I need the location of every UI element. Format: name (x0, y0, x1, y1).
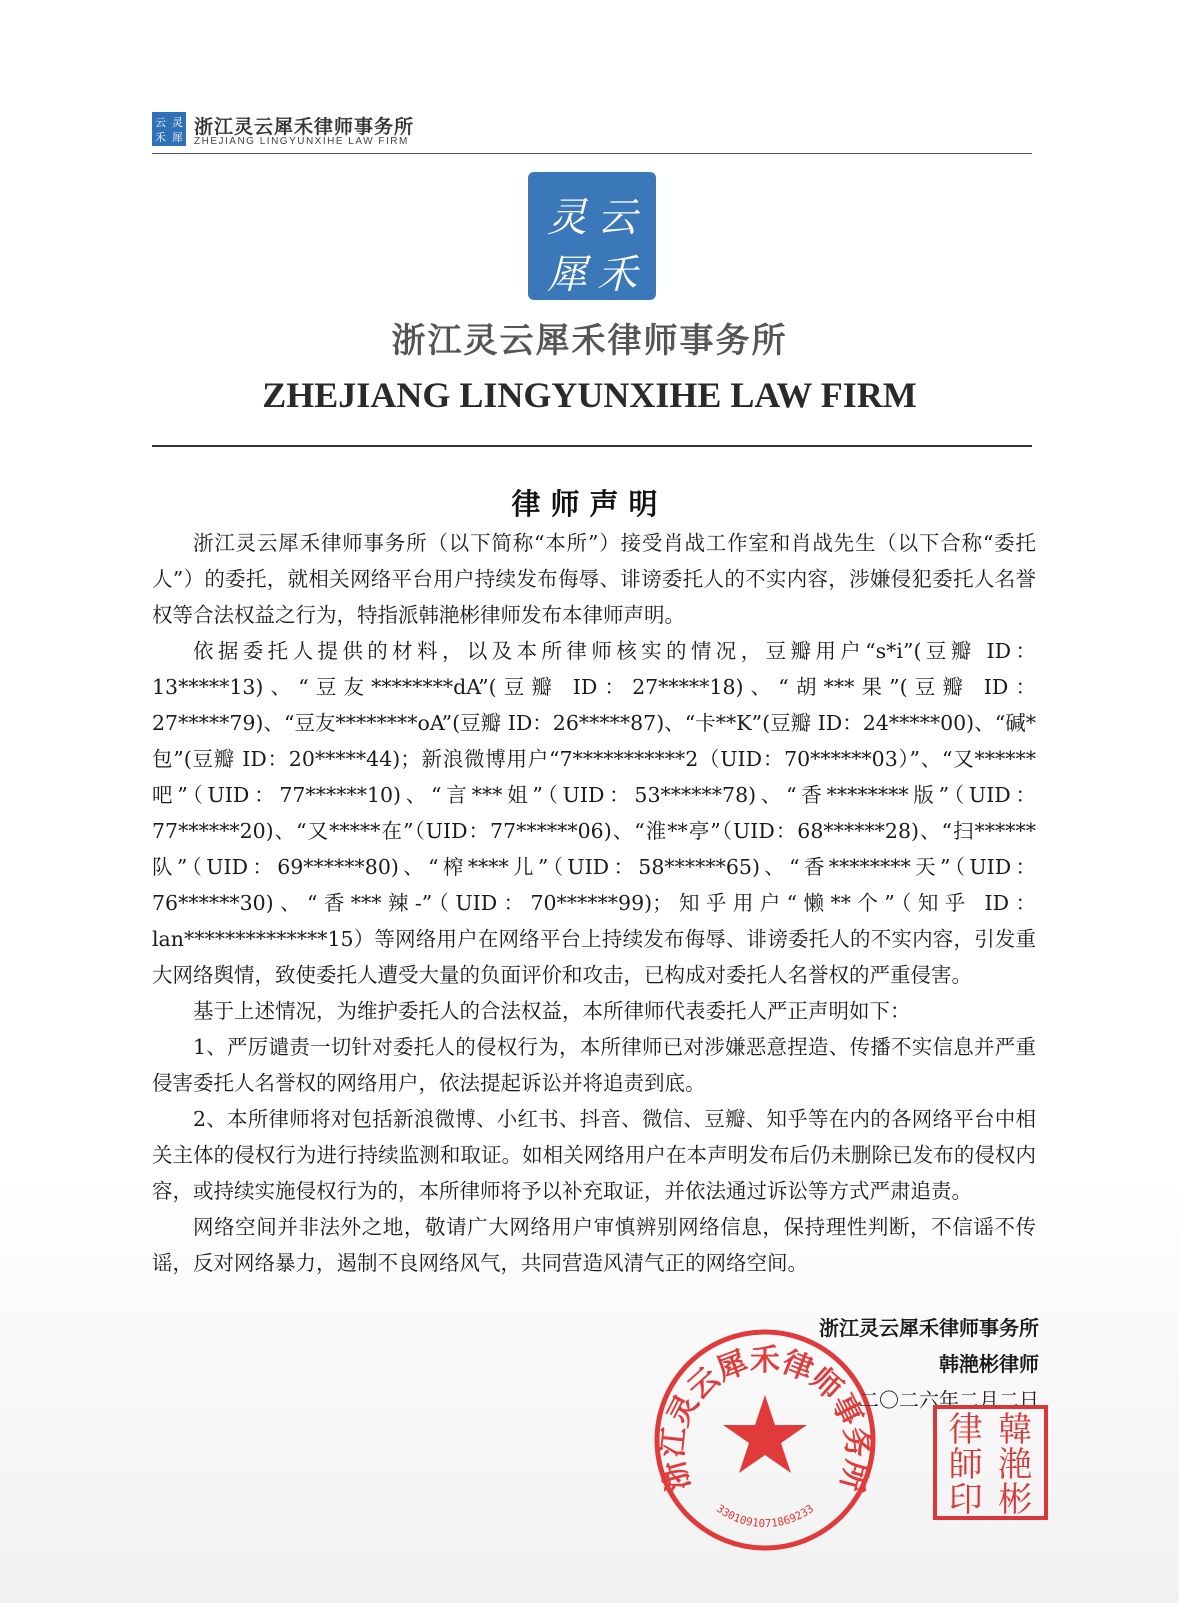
paragraph: 2、本所律师将对包括新浪微博、小红书、抖音、微信、豆瓣、知乎等在内的各网络平台中相关主体的侵权行为进行持续监测和取证。如相关网络用户在本声明发布后仍未删除已发布的侵权内容，或持续实施侵权行为的，本所律师将予以补充取证，并依法通过诉讼等方式严肃追责。 (152, 1107, 1036, 1203)
firm-title-cn: 浙江灵云犀禾律师事务所 (391, 321, 788, 361)
stamp-char: 律 (948, 1410, 983, 1450)
seal-star-icon (723, 1395, 807, 1473)
logo-char: 灵 (547, 195, 587, 241)
paragraph: 网络空间并非法外之地，敬请广大网络用户审慎辨别网络信息，保持理性判断，不信谣不传谣，反对网络暴力，遏制不良网络风气，共同营造风清气正的网络空间。 (152, 1215, 1036, 1275)
stamp-char: 韓 (998, 1410, 1033, 1450)
paragraph: 浙江灵云犀禾律师事务所（以下简称“本所”）接受肖战工作室和肖战先生（以下合称“委托人”）的委托，就相关网络平台用户持续发布侮辱、诽谤委托人的不实内容，涉嫌侵犯委托人名誉权等合法权益之行为，特指派韩滟彬律师发布本律师声明。 (152, 531, 1036, 627)
stamp-char: 師 (948, 1445, 983, 1485)
logo-char: 禾 (597, 252, 637, 298)
paragraph: 基于上述情况，为维护委托人的合法权益，本所律师代表委托人严正声明如下： (193, 999, 911, 1023)
letterhead (152, 112, 1032, 150)
stamp-char: 彬 (998, 1480, 1033, 1520)
stamp-char: 滟 (998, 1445, 1033, 1485)
letterhead-logo (152, 112, 186, 146)
header-divider (152, 153, 1032, 154)
signature-date: 二〇二六年二月二日 (859, 1388, 1039, 1412)
title-divider (152, 445, 1032, 447)
letterhead-firm-name: 浙江灵云犀禾律师事务所 (194, 116, 415, 138)
stamp-char: 印 (948, 1480, 983, 1520)
seal-number: 3301091071869233 (713, 1501, 817, 1531)
logo-char: 禾 (155, 131, 166, 144)
signature-firm: 浙江灵云犀禾律师事务所 (819, 1316, 1039, 1340)
document-body (152, 525, 1036, 1281)
document-heading: 律师声明 (511, 487, 668, 521)
logo-char: 犀 (547, 252, 587, 298)
letterhead-firm-name-en: ZHEJIANG LINGYUNXIHE LAW FIRM (194, 136, 409, 147)
signature-block (819, 1310, 1039, 1418)
paragraph: 1、严厉谴责一切针对委托人的侵权行为，本所律师已对涉嫌恶意捏造、传播不实信息并严重侵害委托人名誉权的网络用户，依法提起诉讼并将追责到底。 (152, 1035, 1036, 1095)
signature-lawyer: 韩滟彬律师 (939, 1352, 1039, 1376)
firm-logo (528, 172, 656, 300)
logo-char: 云 (597, 195, 637, 241)
logo-char: 云 (155, 116, 166, 129)
seal-text: 浙江灵云犀禾律师事务所 (655, 1342, 875, 1495)
paragraph: 依据委托人提供的材料，以及本所律师核实的情况，豆瓣用户“s*i”(豆瓣 ID：13*****13)、“豆友********dA”(豆瓣 ID：27*****18)、“胡***果”(豆瓣 ID：27*****79)、“豆友********oA”(豆瓣 ID：26*****87)、“卡**K”(豆瓣 ID：24*****00)、“碱*包”(豆瓣 ID：20*****44)；新浪微博用户“7***********2（UID：70******03）”、“又******吧”（UID：77******10)、“言***姐”（UID：53******78)、“香********版”（UID：77******20)、“又*****在”（UID：77******06)、“淮**亭”（UID：68******28)、“扫******队”（UID：69******80)、“榨****儿”（UID：58******65)、“香********天”（UID：76******30)、“香***辣-”（UID：70******99)；知乎用户“懒**个”（知乎 ID：lan**************15）等网络用户在网络平台上持续发布侮辱、诽谤委托人的不实内容，引发重大网络舆情，致使委托人遭受大量的负面评价和攻击，已构成对委托人名誉权的严重侵害。 (152, 639, 1036, 987)
lawyer-stamp (933, 1405, 1048, 1520)
logo-char: 犀 (172, 131, 183, 144)
firm-title-en: ZHEJIANG LINGYUNXIHE LAW FIRM (262, 375, 917, 415)
logo-char: 灵 (172, 116, 183, 129)
